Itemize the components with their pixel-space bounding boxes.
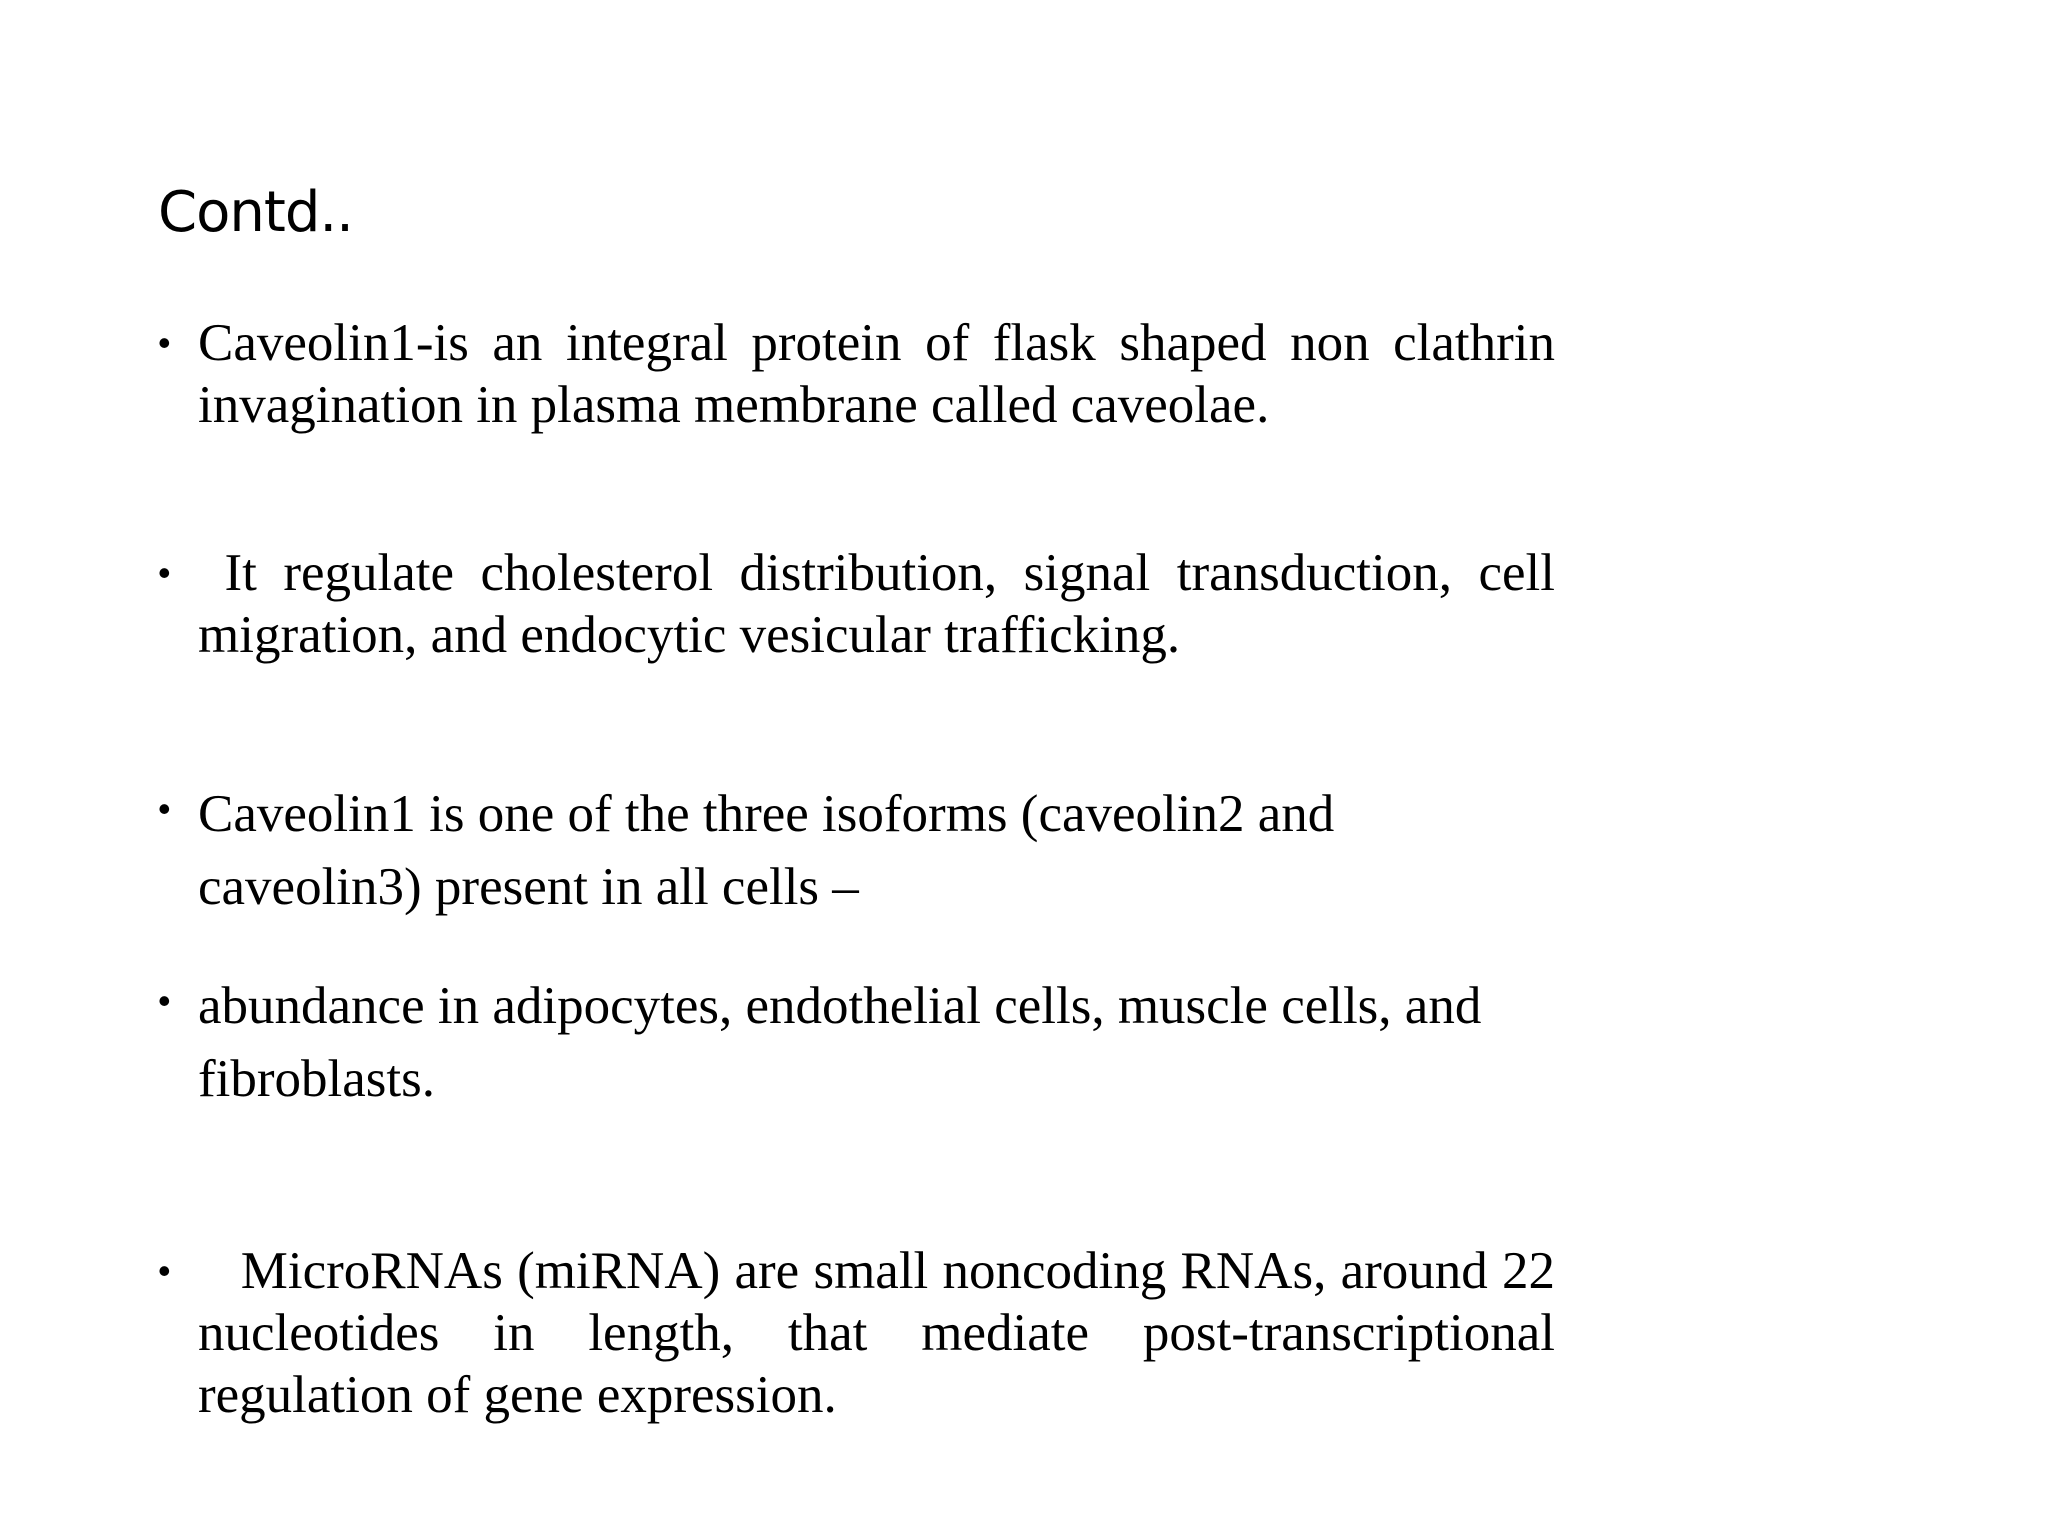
bullet-text: abundance in adipocytes, endothelial cells, muscle cells, and fibroblasts. [198, 977, 1482, 1108]
bullet-marker: • [158, 788, 171, 829]
slide-title: Contd.. [158, 180, 353, 245]
bullet-marker: • [158, 552, 171, 593]
bullet-text: MicroRNAs (miRNA) are small noncoding RNAs, around 22 nucleotides in length, that mediate post-transcriptional regulation of gene expression. [198, 1242, 1569, 1424]
bullet-item-3 [158, 778, 1558, 924]
bullet-marker: • [158, 1250, 171, 1291]
bullet-item-1 [158, 312, 1558, 436]
bullet-marker: • [158, 980, 171, 1021]
bullet-item-2 [158, 542, 1569, 666]
bullet-text: Caveolin1-is an integral protein of flask shaped non clathrin invagination in plasma membrane called caveolae. [198, 314, 1555, 434]
bullet-text: Caveolin1 is one of the three isoforms (caveolin2 and caveolin3) present in all cells – [198, 785, 1335, 916]
bullet-item-4 [158, 970, 1558, 1116]
bullet-text: It regulate cholesterol distribution, signal transduction, cell migration, and endocytic vesicular trafficking. [198, 544, 1569, 664]
bullet-marker: • [158, 322, 171, 363]
bullet-item-5 [158, 1240, 1569, 1426]
